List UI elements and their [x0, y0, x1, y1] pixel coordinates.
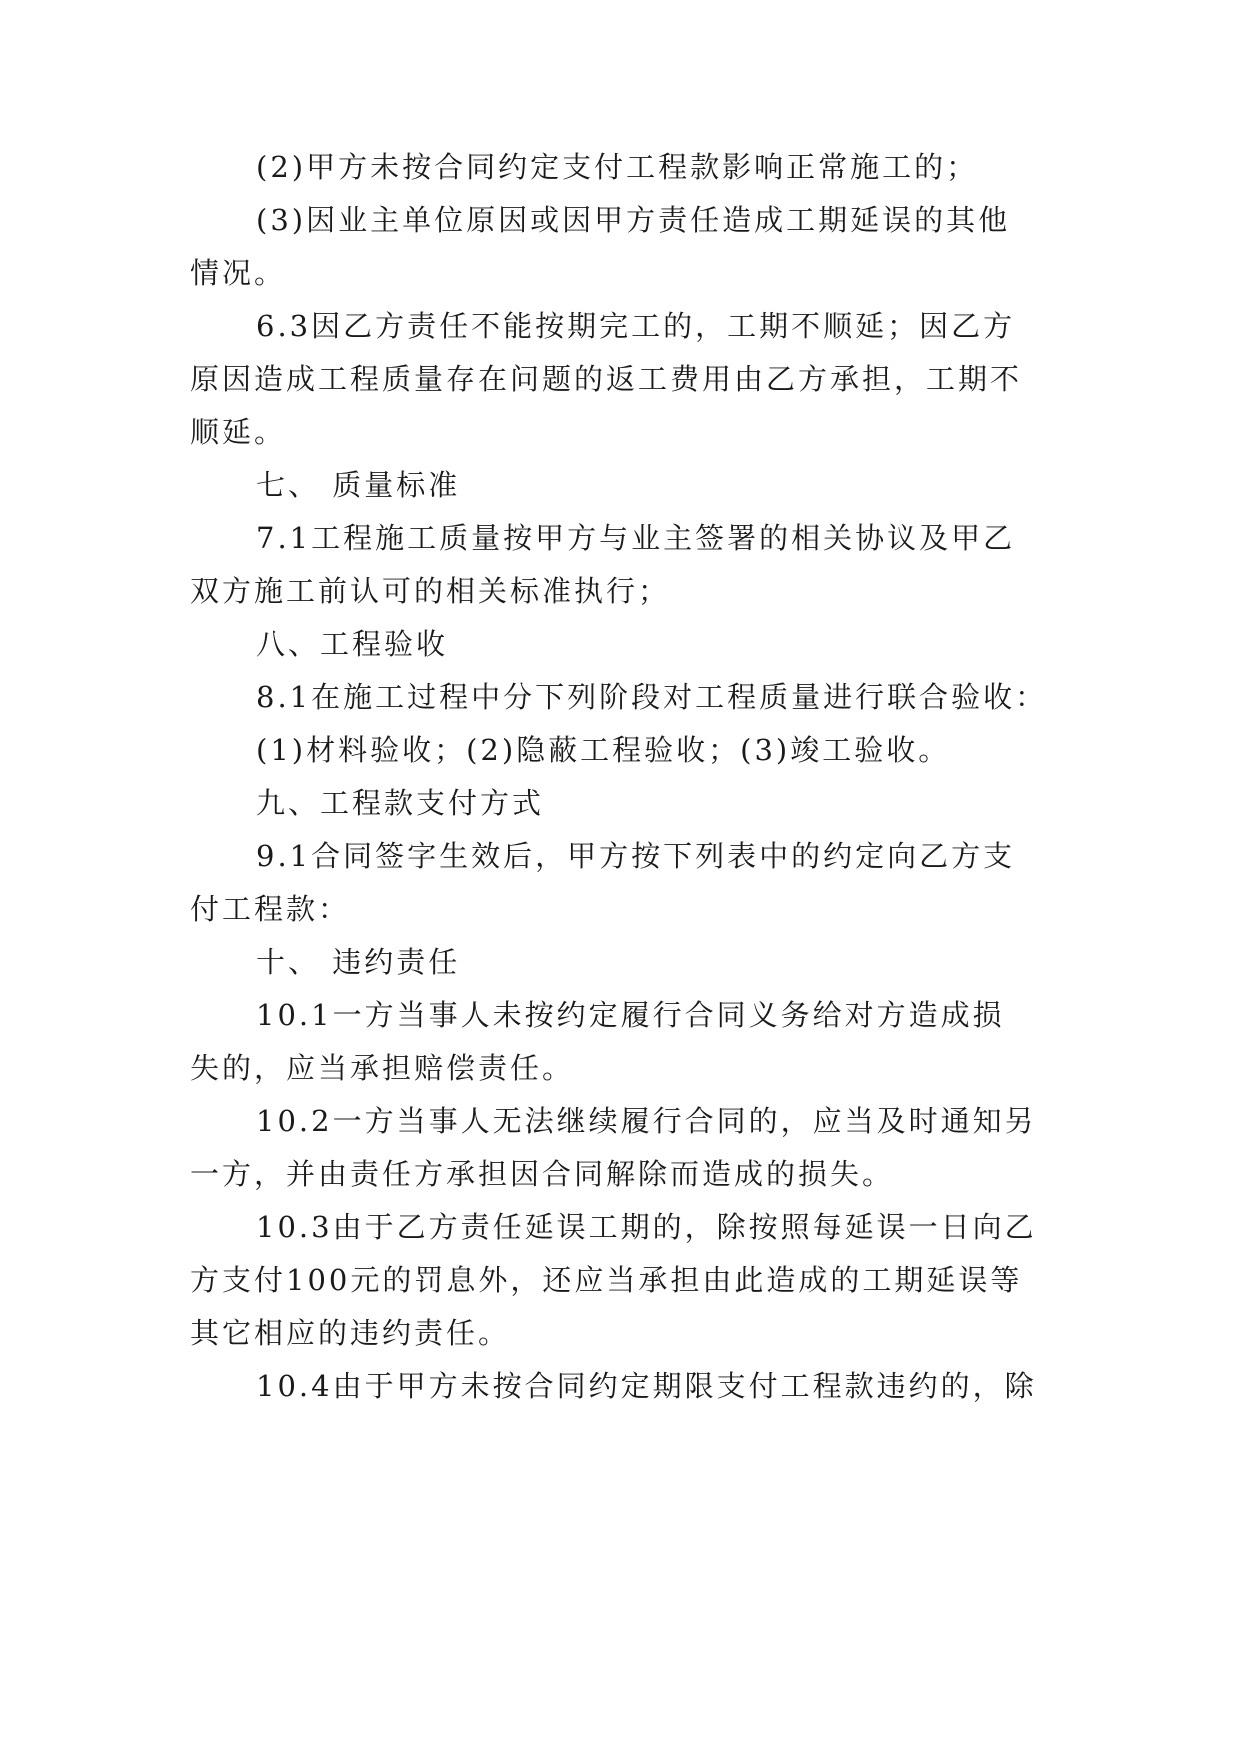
- clause-7-1: 7.1工程施工质量按甲方与业主签署的相关协议及甲乙: [256, 521, 1016, 555]
- clause-10-2: 10.2一方当事人无法继续履行合同的，应当及时通知另: [256, 1104, 1037, 1138]
- clause-6-2-item-3-continued: 情况。: [190, 256, 287, 290]
- clause-6-2-item-3: (3)因业主单位原因或因甲方责任造成工期延误的其他: [256, 203, 1011, 237]
- clause-10-1: 10.1一方当事人未按约定履行合同义务给对方造成损: [256, 998, 1005, 1032]
- clause-8-1-items: (1)材料验收；(2)隐蔽工程验收；(3)竣工验收。: [256, 733, 951, 767]
- clause-10-2-continued: 一方，并由责任方承担因合同解除而造成的损失。: [190, 1157, 895, 1191]
- clause-7-1-continued: 双方施工前认可的相关标准执行；: [190, 574, 671, 608]
- section-7-heading: 七、 质量标准: [256, 468, 461, 502]
- clause-6-3-continued-2: 顺延。: [190, 415, 287, 449]
- clause-8-1: 8.1在施工过程中分下列阶段对工程质量进行联合验收：: [256, 680, 1048, 714]
- clause-10-1-continued: 失的，应当承担赔偿责任。: [190, 1051, 575, 1085]
- clause-6-3-continued: 原因造成工程质量存在问题的返工费用由乙方承担，工期不: [190, 362, 1023, 396]
- section-9-heading: 九、工程款支付方式: [256, 786, 545, 820]
- clause-10-3-continued-2: 其它相应的违约责任。: [190, 1316, 511, 1350]
- section-10-heading: 十、 违约责任: [256, 945, 461, 979]
- clause-10-4: 10.4由于甲方未按合同约定期限支付工程款违约的，除: [256, 1369, 1037, 1403]
- section-8-heading: 八、工程验收: [256, 627, 449, 661]
- clause-10-3-continued: 方支付100元的罚息外，还应当承担由此造成的工期延误等: [190, 1263, 1023, 1297]
- clause-6-3: 6.3因乙方责任不能按期完工的，工期不顺延；因乙方: [256, 309, 1016, 343]
- clause-9-1: 9.1合同签字生效后，甲方按下列表中的约定向乙方支: [256, 839, 1016, 873]
- clause-6-2-item-2: (2)甲方未按合同约定支付工程款影响正常施工的；: [256, 150, 979, 184]
- clause-9-1-continued: 付工程款：: [190, 892, 351, 926]
- clause-10-3: 10.3由于乙方责任延误工期的，除按照每延误一日向乙: [256, 1210, 1037, 1244]
